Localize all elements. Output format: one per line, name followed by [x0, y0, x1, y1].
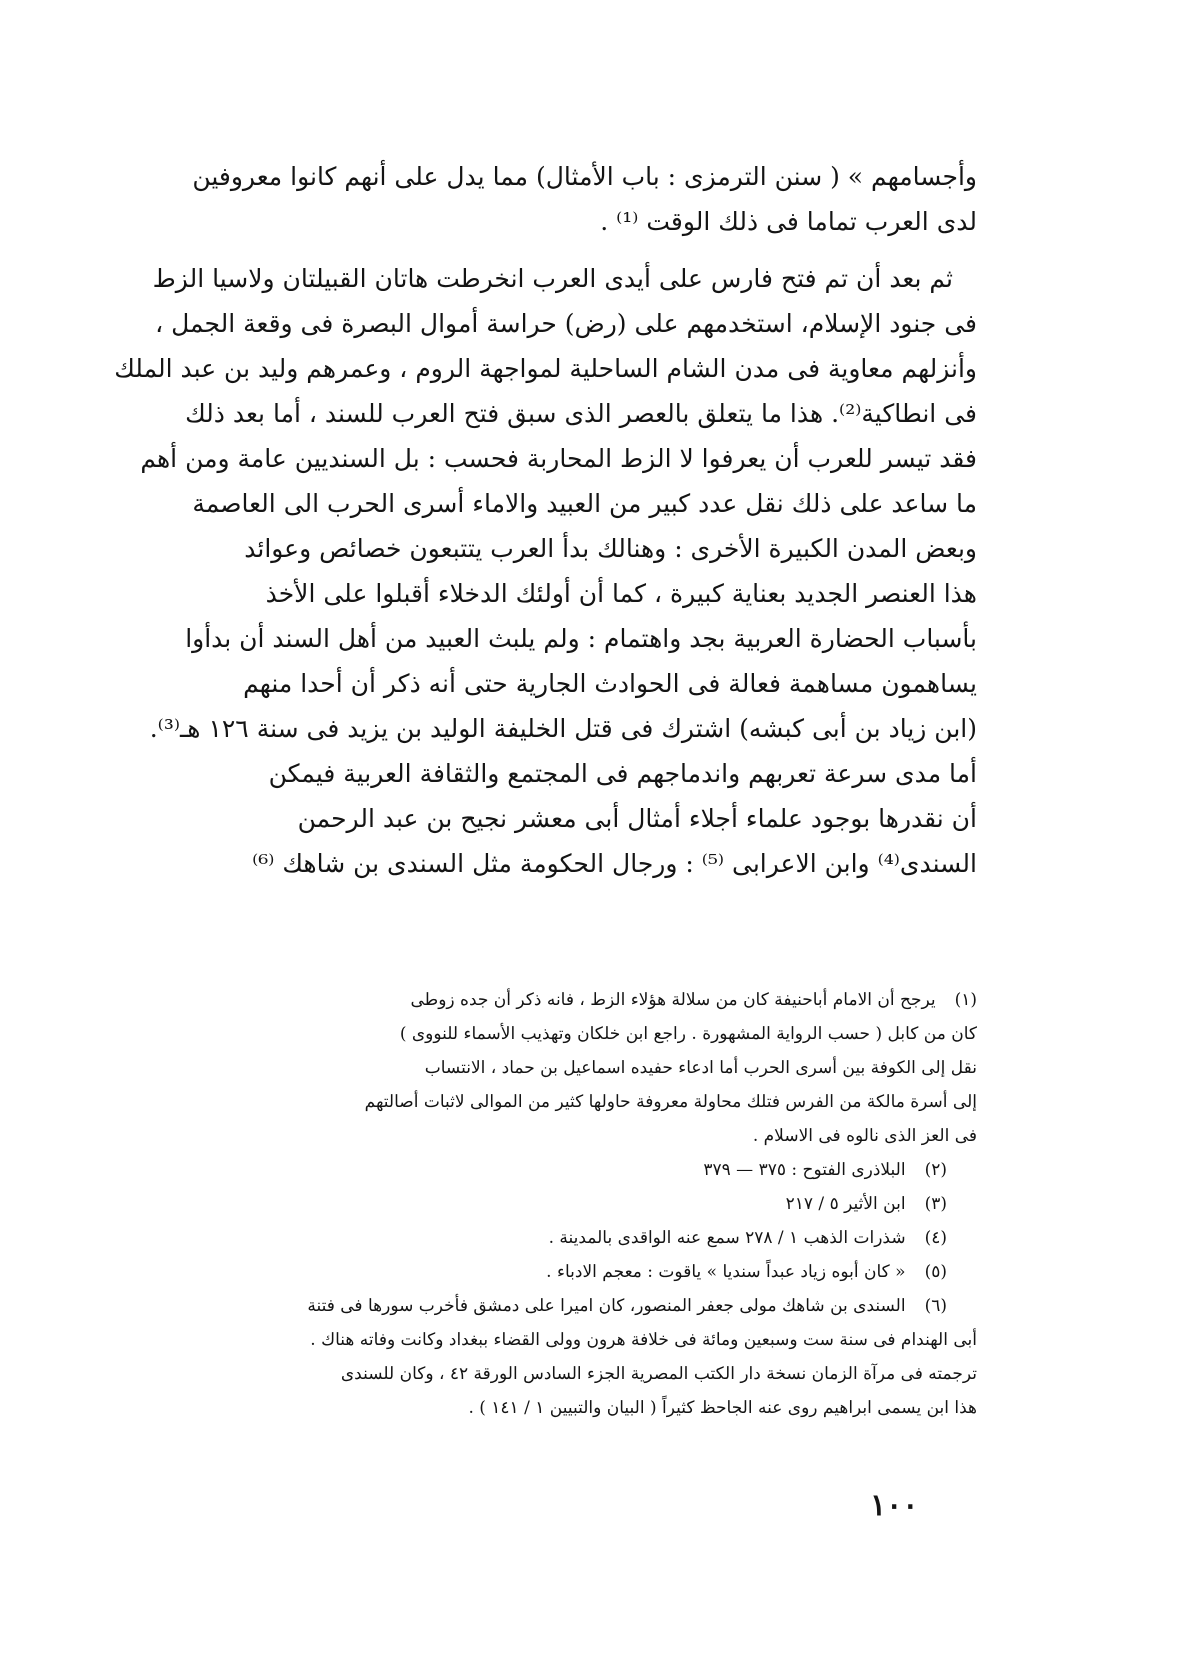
footnote-text: يرجح أن الامام أباحنيفة كان من سلالة هؤلاء الزط ، فانه ذكر أن جده زوطى [410, 990, 936, 1010]
text-line: أن نقدرها بوجود علماء أجلاء أمثال أبى معشر نجيح بن عبد الرحمن [297, 804, 977, 833]
text-line: لدى العرب تماما فى ذلك الوقت ⁽¹⁾ . [600, 207, 977, 236]
paragraph-continuation [192, 154, 977, 244]
text-line: فى انطاكية⁽²⁾. هذا ما يتعلق بالعصر الذى سبق فتح العرب للسند ، أما بعد ذلك [185, 399, 977, 428]
footnote-text: هذا ابن يسمى ابراهيم روى عنه الجاحظ كثيراً ( البيان والتبيين ١ / ١٤١ ) . [468, 1398, 977, 1418]
text-line: ثم بعد أن تم فتح فارس على أيدى العرب انخرطت هاتان القبيلتان ولاسيا الزط [152, 264, 953, 293]
text-line: أما مدى سرعة تعربهم واندماجهم فى المجتمع والثقافة العربية فيمكن [268, 759, 977, 788]
footnote-4 [222, 1221, 977, 1255]
text-line: السندى⁽⁴⁾ وابن الاعرابى ⁽⁵⁾ : ورجال الحكومة مثل السندى بن شاهك ⁽⁶⁾ [252, 849, 977, 878]
footnote-text: شذرات الذهب ١ / ٢٧٨ سمع عنه الواقدى بالمدينة . [548, 1228, 906, 1248]
footnote-text: كان من كابل ( حسب الرواية المشهورة . راجع ابن خلكان وتهذيب الأسماء للنووى ) [399, 1024, 977, 1044]
footnotes [222, 983, 977, 1425]
footnote-number: (٣) [924, 1194, 947, 1214]
footnote-1-cont [222, 1085, 977, 1119]
footnote-1-cont [222, 1017, 977, 1051]
footnote-1-cont [222, 1051, 977, 1085]
footnote-6-cont [222, 1357, 977, 1391]
text-line: وأجسامهم » ( سنن الترمزى : باب الأمثال) مما يدل على أنهم كانوا معروفين [192, 162, 977, 191]
footnote-text: أبى الهندام فى سنة ست وسبعين ومائة فى خلافة هرون وولى القضاء ببغداد وكانت وفاته هناك . [310, 1330, 977, 1350]
text-line: وأنزلهم معاوية فى مدن الشام الساحلية لمواجهة الروم ، وعمرهم وليد بن عبد الملك [114, 354, 977, 383]
text-line: بأسباب الحضارة العربية بجد واهتمام : ولم يلبث العبيد من أهل السند أن بدأوا [185, 624, 977, 653]
footnote-5 [222, 1255, 977, 1289]
footnote-1-cont [222, 1119, 977, 1153]
footnote-text: ترجمته فى مرآة الزمان نسخة دار الكتب المصرية الجزء السادس الورقة ٤٢ ، وكان للسندى [340, 1364, 977, 1384]
text-line: هذا العنصر الجديد بعناية كبيرة ، كما أن أولئك الدخلاء أقبلوا على الأخذ [265, 579, 977, 608]
text-line: وبعض المدن الكبيرة الأخرى : وهنالك بدأ العرب يتتبعون خصائص وعوائد [244, 534, 977, 563]
main-text [114, 154, 977, 886]
text-line: فقد تيسر للعرب أن يعرفوا لا الزط المحاربة فحسب : بل السنديين عامة ومن أهم [140, 444, 977, 473]
footnote-3 [222, 1187, 977, 1221]
footnote-number: (٤) [924, 1228, 947, 1248]
footnote-6 [222, 1289, 977, 1323]
footnote-number: (١) [954, 990, 977, 1010]
text-line: (ابن زياد بن أبى كبشه) اشترك فى قتل الخليفة الوليد بن يزيد فى سنة ١٢٦ هـ⁽³⁾. [149, 714, 977, 743]
text-line: فى جنود الإسلام، استخدمهم على (رض) حراسة أموال البصرة فى وقعة الجمل ، [155, 309, 977, 338]
footnote-text: نقل إلى الكوفة بين أسرى الحرب أما ادعاء حفيده اسماعيل بن حماد ، الانتساب [424, 1058, 977, 1078]
paragraph-gap [222, 244, 977, 256]
text-line: ما ساعد على ذلك نقل عدد كبير من العبيد والاماء أسرى الحرب الى العاصمة [192, 489, 977, 518]
footnote-2 [222, 1153, 977, 1187]
footnote-6-cont [222, 1323, 977, 1357]
footnote-text: إلى أسرة مالكة من الفرس فتلك محاولة معروفة حاولها كثير من الموالى لاثبات أصالتهم [364, 1092, 977, 1112]
footnote-number: (٢) [924, 1160, 947, 1180]
footnote-text: السندى بن شاهك مولى جعفر المنصور، كان اميرا على دمشق فأخرب سورها فى فتنة [307, 1296, 906, 1316]
footnote-text: « كان أبوه زياد عبداً سنديا » ياقوت : معجم الادباء . [546, 1262, 906, 1282]
text-line: يساهمون مساهمة فعالة فى الحوادث الجارية حتى أنه ذكر أن أحدا منهم [243, 669, 977, 698]
footnote-text: ابن الأثير ٥ / ٢١٧ [785, 1194, 906, 1214]
footnote-text: البلاذرى الفتوح : ٣٧٥ — ٣٧٩ [703, 1160, 906, 1180]
page-number: ١٠٠ [870, 1488, 919, 1523]
footnote-text: فى العز الذى نالوه فى الاسلام . [752, 1126, 977, 1146]
footnote-number: (٦) [924, 1296, 947, 1316]
footnote-number: (٥) [924, 1262, 947, 1282]
paragraph [114, 256, 977, 886]
footnote-1 [222, 983, 977, 1017]
footnote-6-cont [222, 1391, 977, 1425]
